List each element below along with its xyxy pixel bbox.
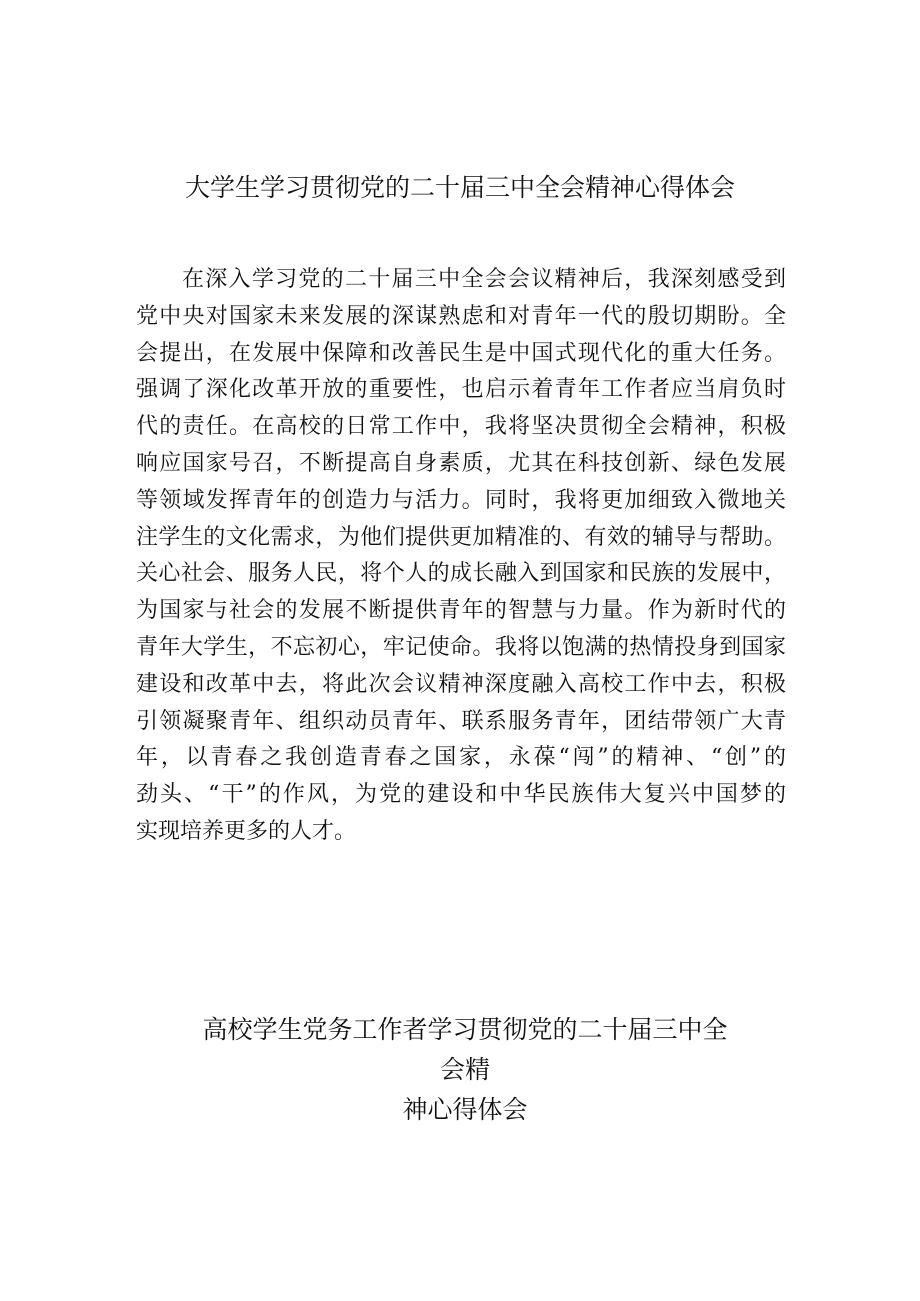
body-line: 响应国家号召，不断提高自身素质，尤其在科技创新、绿色发展: [136, 450, 786, 476]
body-line: 青年大学生，不忘初心，牢记使命。我将以饱满的热情投身到国家: [136, 634, 786, 660]
body-line: 劲头、“干”的作风，为党的建设和中华民族伟大复兴中国梦的: [136, 782, 786, 808]
body-line: 强调了深化改革开放的重要性，也启示着青年工作者应当肩负时: [136, 377, 786, 403]
document-title-2-line-2: 神心得体会: [402, 1095, 528, 1124]
document-title-1: 大学生学习贯彻党的二十届三中全会精神心得体会: [184, 173, 735, 202]
body-line: 年，以青春之我创造青春之国家，永葆“闯”的精神、“创”的: [136, 745, 786, 771]
essay-body: [136, 262, 786, 851]
body-line: 在深入学习党的二十届三中全会会议精神后，我深刻感受到: [182, 267, 786, 292]
body-line: 注学生的文化需求，为他们提供更加精准的、有效的辅导与帮助。: [136, 524, 786, 550]
body-line: 为国家与社会的发展不断提供青年的智慧与力量。作为新时代的: [136, 598, 786, 624]
body-line: 关心社会、服务人民，将个人的成长融入到国家和民族的发展中，: [136, 561, 786, 587]
body-line: 代的责任。在高校的日常工作中，我将坚决贯彻全会精神，积极: [136, 414, 786, 440]
body-line: 党中央对国家未来发展的深谋熟虑和对青年一代的殷切期盼。全: [136, 303, 786, 329]
body-line: 实现培养更多的人才。: [136, 818, 357, 844]
document-title-2-line-1: 高校学生党务工作者学习贯彻党的二十届三中全会精: [202, 1015, 728, 1084]
body-line: 引领凝聚青年、组织动员青年、联系服务青年，团结带领广大青: [136, 708, 786, 734]
body-line: 建设和改革中去，将此次会议精神深度融入高校工作中去，积极: [136, 671, 786, 697]
body-line: 等领域发挥青年的创造力与活力。同时，我将更加细致入微地关: [136, 487, 786, 513]
document-title-2: [195, 1010, 735, 1130]
body-line: 会提出，在发展中保障和改善民生是中国式现代化的重大任务。: [136, 340, 786, 366]
